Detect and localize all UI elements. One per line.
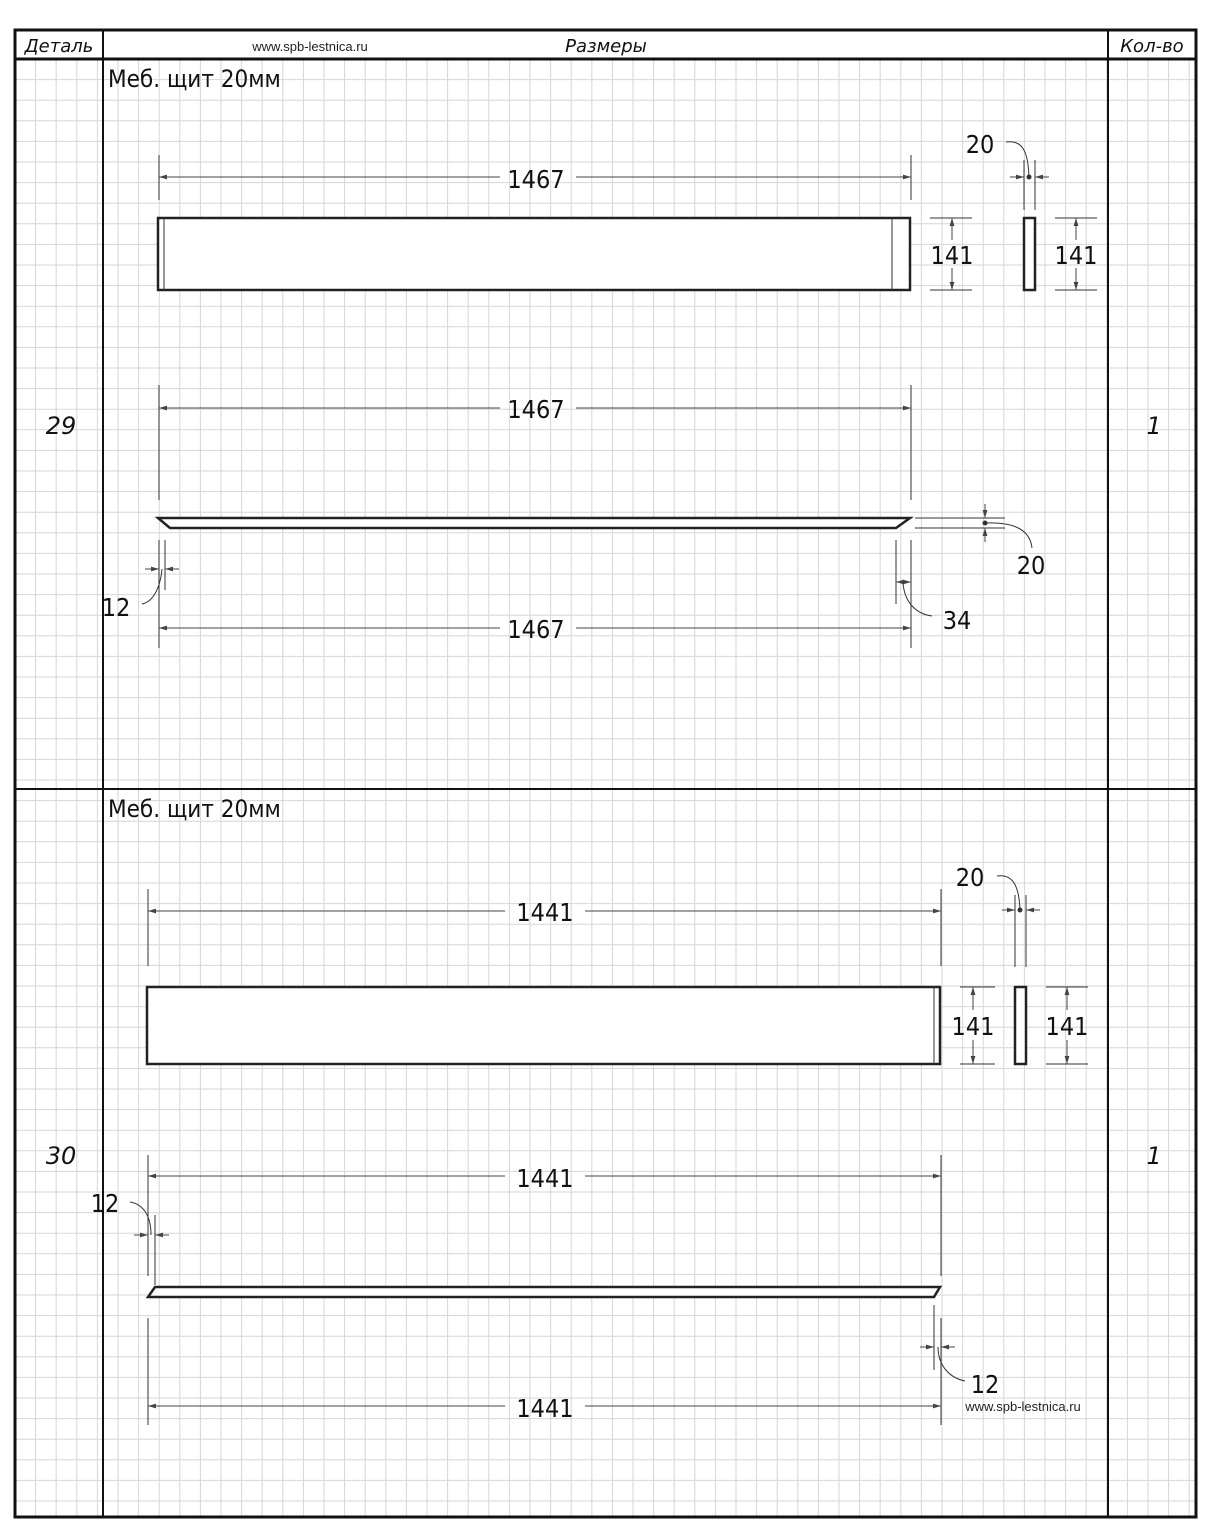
dim-label: 12 (970, 1370, 1000, 1399)
part-quantity: 1 (1146, 412, 1162, 440)
dim-label: 12 (101, 593, 131, 622)
dimension-mid-length (148, 1155, 941, 1276)
part-number: 29 (45, 412, 77, 440)
dimension-bevel-right (896, 540, 971, 648)
dimension-height-left (930, 218, 973, 290)
header-url: www.spb-lestnica.ru (252, 39, 368, 54)
table-header (24, 36, 1184, 57)
dim-label: 1467 (507, 165, 565, 194)
part-material: Меб. щит 20мм (108, 65, 281, 93)
dim-label: 20 (955, 863, 985, 892)
dim-label: 141 (1045, 1012, 1089, 1041)
dim-label: 12 (90, 1189, 120, 1218)
top-view-board (158, 518, 910, 528)
dimension-height-right (1055, 218, 1098, 290)
dimension-bevel-left (102, 540, 179, 648)
dim-label: 1441 (516, 898, 574, 927)
dim-label: 1467 (507, 395, 565, 424)
dimension-bottom-length (148, 1318, 941, 1425)
part-number: 30 (45, 1142, 77, 1170)
header-sizes: Размеры (565, 36, 647, 57)
dimension-height-left (952, 987, 995, 1064)
dimension-top-length (148, 889, 941, 966)
dim-label: 20 (1016, 551, 1046, 580)
top-view-board (148, 1287, 940, 1297)
dim-label: 141 (951, 1012, 995, 1041)
part-row-29 (46, 65, 1162, 648)
watermark-url: www.spb-lestnica.ru (965, 1399, 1081, 1414)
dim-label: 20 (965, 130, 995, 159)
dim-label: 141 (1054, 241, 1098, 270)
dimension-edge-right (915, 504, 1045, 580)
side-view-board (1024, 160, 1035, 290)
part-material: Меб. щит 20мм (108, 795, 281, 823)
dim-label: 1441 (516, 1394, 574, 1423)
dimension-thickness (966, 130, 1049, 180)
dim-label: 141 (930, 241, 974, 270)
dim-label: 1467 (507, 615, 565, 644)
front-view-board (147, 987, 940, 1064)
header-qty: Кол-во (1120, 36, 1184, 57)
front-view-board (158, 218, 910, 290)
dimension-height-right (1046, 987, 1089, 1064)
dimension-thickness (956, 863, 1040, 913)
part-quantity: 1 (1146, 1142, 1162, 1170)
header-detail: Деталь (24, 36, 94, 57)
dim-label: 34 (942, 606, 972, 635)
dim-label: 1441 (516, 1164, 574, 1193)
